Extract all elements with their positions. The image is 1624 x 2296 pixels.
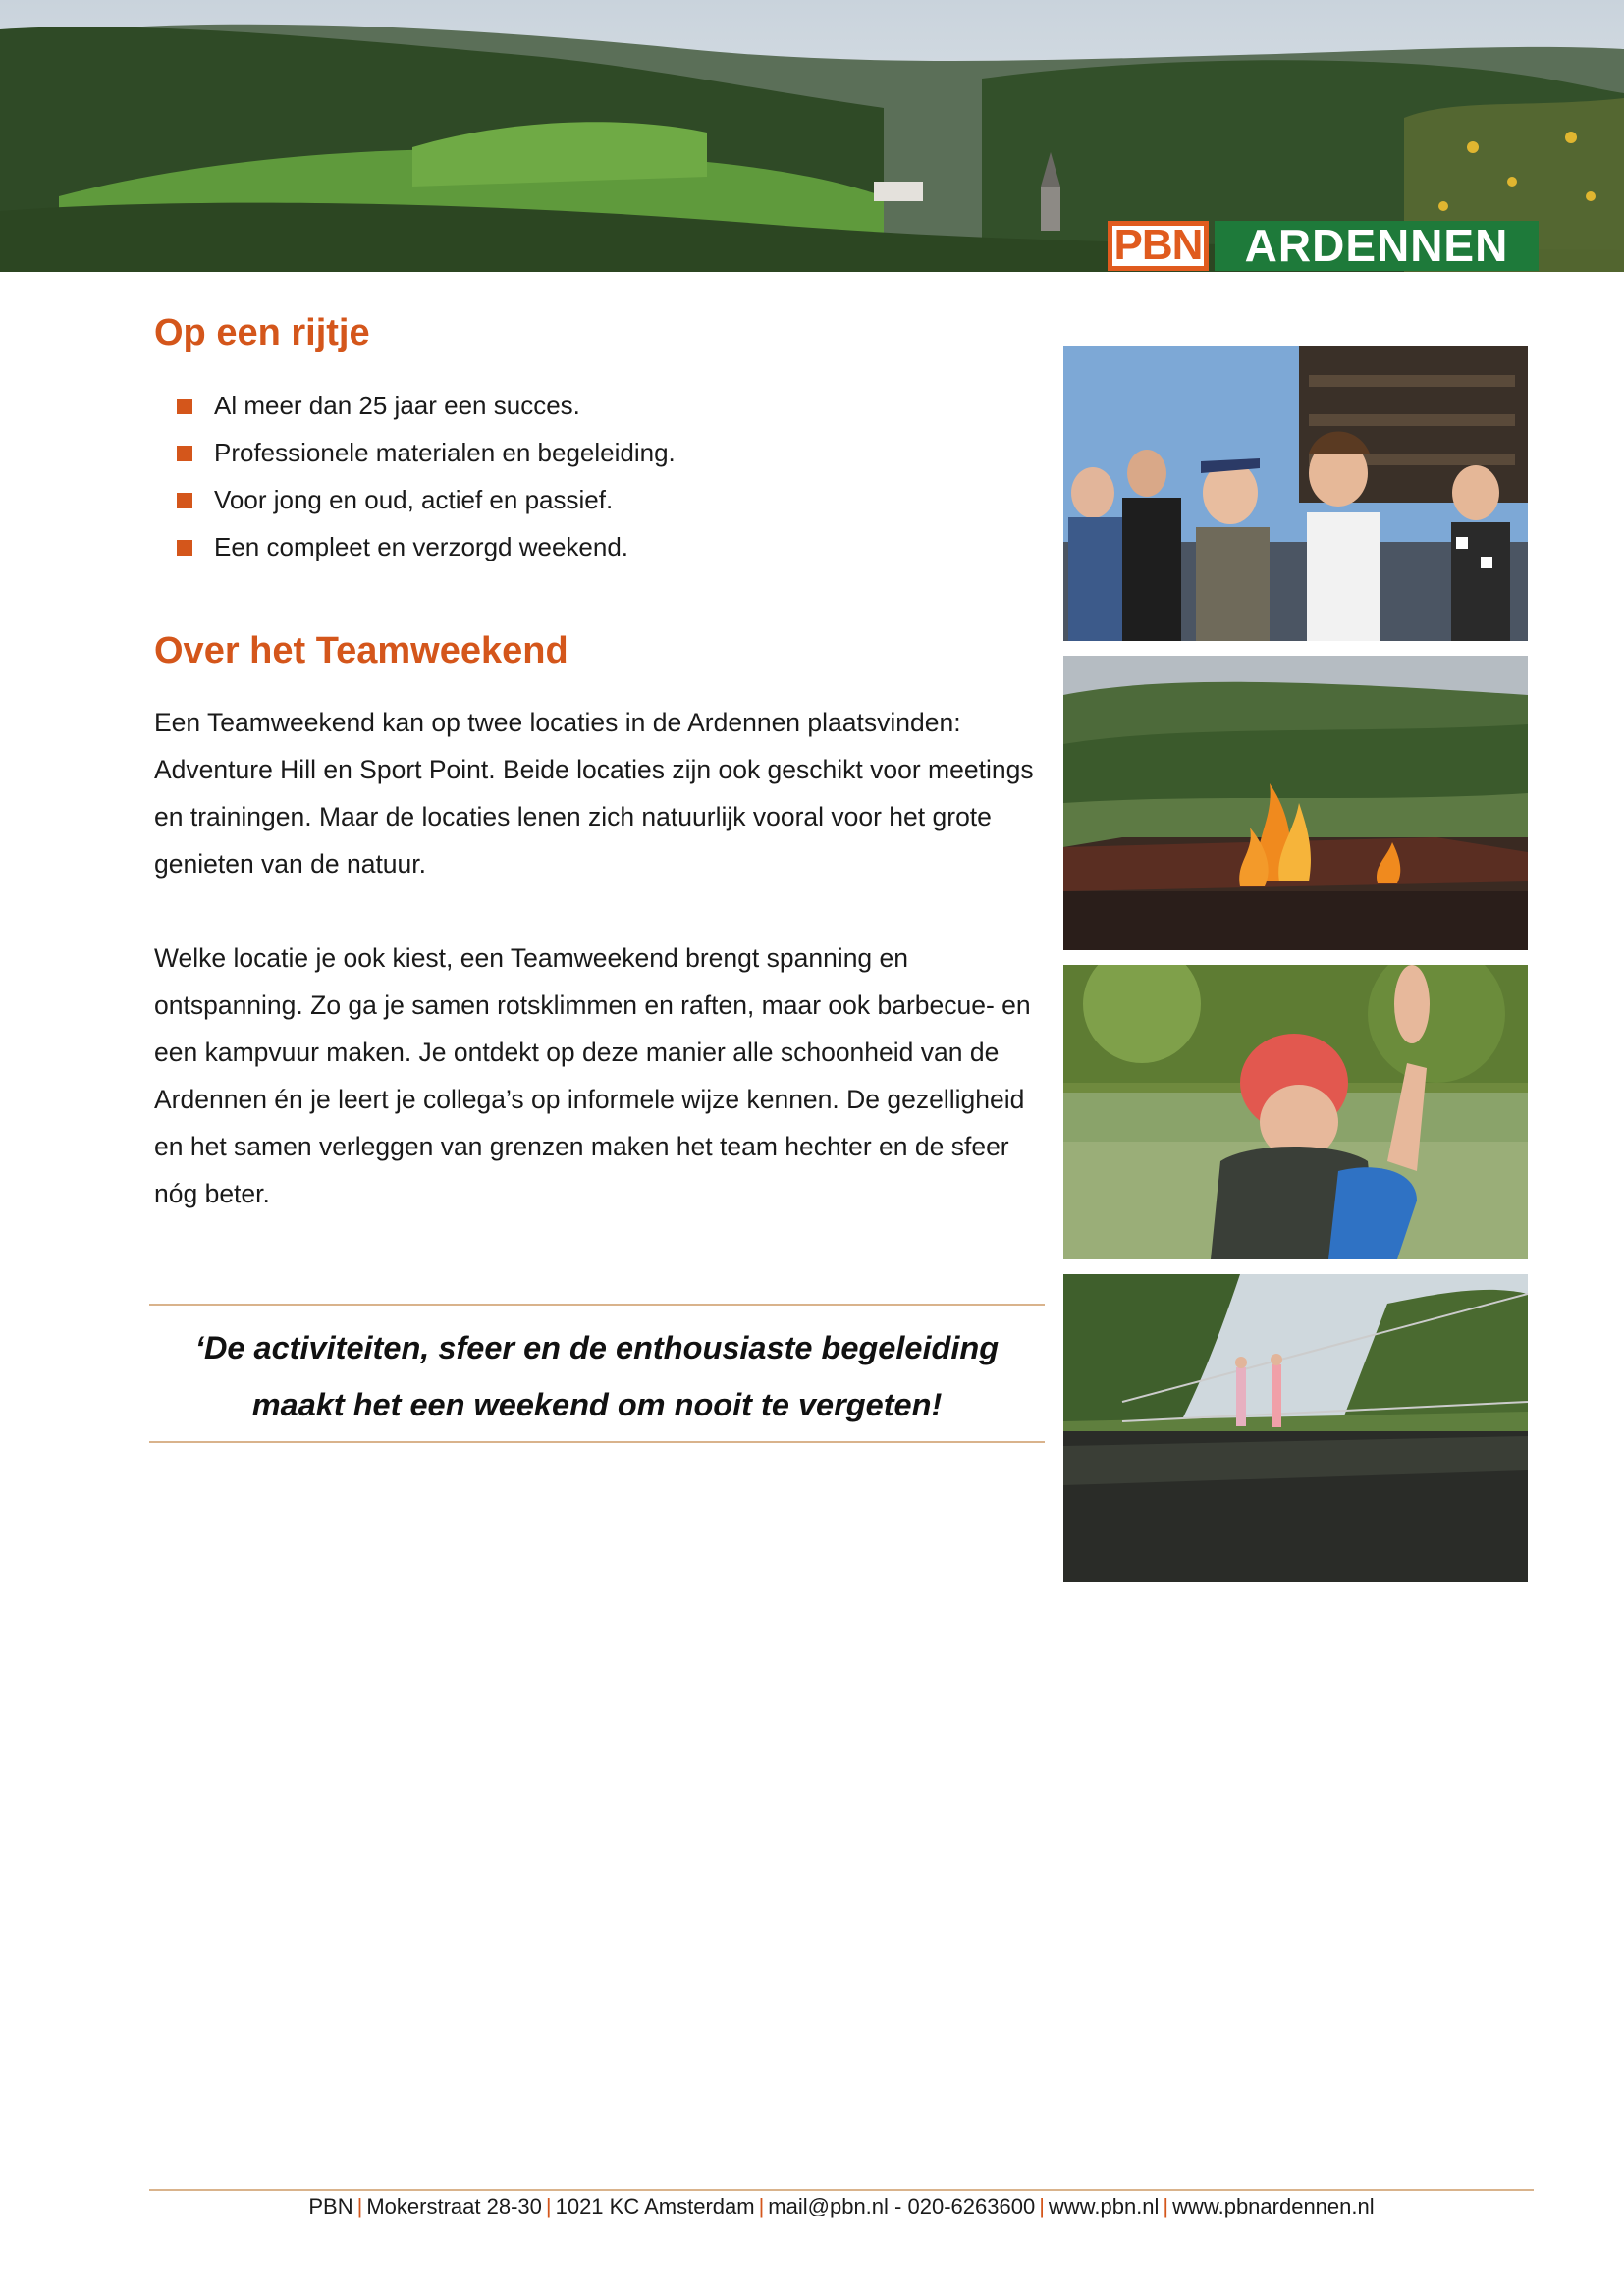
footer-separator: | bbox=[356, 2194, 363, 2218]
square-bullet-icon bbox=[177, 493, 192, 508]
square-bullet-icon bbox=[177, 399, 192, 414]
footer-separator: | bbox=[758, 2194, 765, 2218]
bullet-list bbox=[214, 389, 676, 577]
bullet-text: Al meer dan 25 jaar een succes. bbox=[214, 391, 580, 420]
bullet-text: Professionele materialen en begeleiding. bbox=[214, 438, 676, 467]
heading-op-een-rijtje: Op een rijtje bbox=[154, 312, 370, 353]
photo-barbecue-fire bbox=[1063, 656, 1528, 950]
photo-group-laughing bbox=[1063, 346, 1528, 641]
list-item bbox=[214, 389, 676, 436]
photo-rafting bbox=[1063, 965, 1528, 1259]
heading-over-het-teamweekend: Over het Teamweekend bbox=[154, 630, 568, 671]
brand-logo bbox=[1108, 221, 1539, 271]
footer-site-pbn[interactable]: www.pbn.nl bbox=[1048, 2194, 1160, 2218]
bullet-text: Voor jong en oud, actief en passief. bbox=[214, 485, 614, 514]
footer-separator: | bbox=[1163, 2194, 1169, 2218]
brand-pbn-mark: PBN bbox=[1108, 221, 1209, 271]
header-banner bbox=[0, 0, 1624, 272]
list-item bbox=[214, 436, 676, 483]
paragraph-intro: Een Teamweekend kan op twee locaties in de Ardennen plaatsvinden: Adventure Hill en Sport Point. Beide locaties zijn ook geschikt voor meetings en trainingen. Maar de locaties lenen zich natuurlijk vooral voor het grote genieten van de natuur. bbox=[154, 708, 1034, 879]
testimonial-quote: ‘De activiteiten, sfeer en de enthousiaste begeleiding maakt het een weekend om nooit te vergeten! bbox=[194, 1330, 1000, 1422]
footer-dash: - bbox=[894, 2194, 902, 2218]
square-bullet-icon bbox=[177, 446, 192, 461]
square-bullet-icon bbox=[177, 540, 192, 556]
footer-divider bbox=[149, 2189, 1534, 2191]
bullet-text: Een compleet en verzorgd weekend. bbox=[214, 532, 629, 561]
footer-contact bbox=[149, 2192, 1534, 2221]
footer-street: Mokerstraat 28-30 bbox=[366, 2194, 542, 2218]
list-item bbox=[214, 530, 676, 577]
footer-separator: | bbox=[545, 2194, 552, 2218]
paragraph-activities: Welke locatie je ook kiest, een Teamweekend brengt spanning en ontspanning. Zo ga je samen rotsklimmen en raften, maar ook barbecue- en een kampvuur maken. Je ontdekt op deze manier alle schoonheid van de Ardennen én je leert je collega’s op informele wijze kennen. De gezelligheid en het samen verleggen van grenzen maken het team hechter en de sfeer nóg beter. bbox=[154, 943, 1031, 1208]
footer-separator: | bbox=[1039, 2194, 1045, 2218]
footer-phone: 020-6263600 bbox=[907, 2194, 1036, 2218]
footer-site-pbnardennen[interactable]: www.pbnardennen.nl bbox=[1172, 2194, 1375, 2218]
list-item bbox=[214, 483, 676, 530]
footer-city: 1021 KC Amsterdam bbox=[555, 2194, 755, 2218]
testimonial-quote-box bbox=[149, 1304, 1045, 1443]
footer-company: PBN bbox=[308, 2194, 353, 2218]
brand-ardennen-mark: ARDENNEN bbox=[1215, 221, 1539, 271]
footer-email[interactable]: mail@pbn.nl bbox=[768, 2194, 889, 2218]
photo-river-rope-crossing bbox=[1063, 1274, 1528, 1582]
